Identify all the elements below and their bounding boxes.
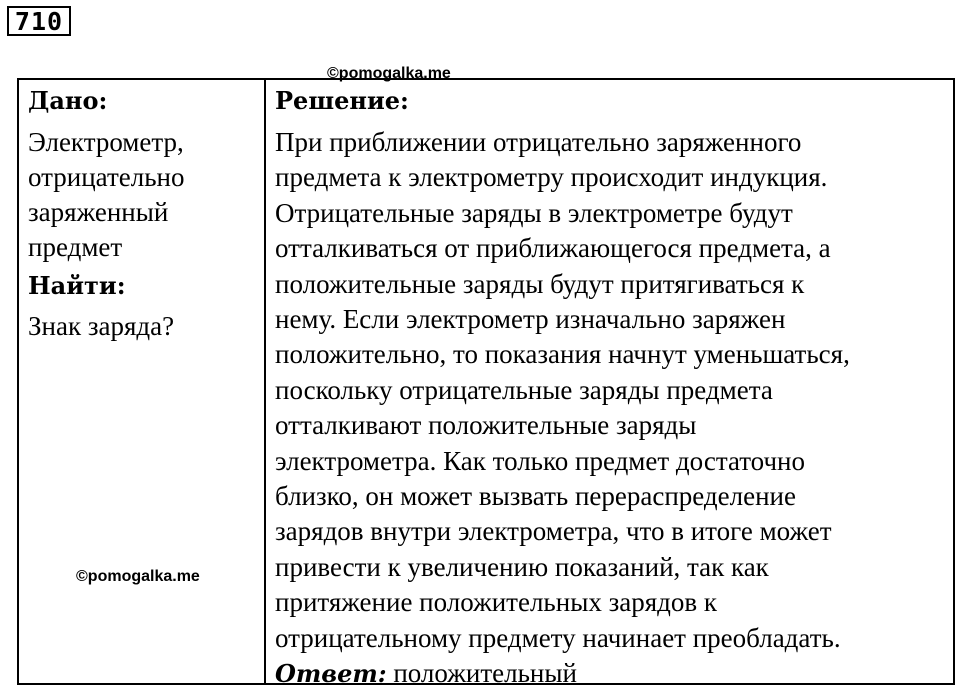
solution-line: отталкиваться от приближающегося предмета, а (275, 233, 831, 264)
given-line: Электрометр, (28, 127, 184, 157)
solution-line: Отрицательные заряды в электрометре будут (275, 197, 793, 228)
given-column (28, 84, 258, 344)
solution-column (275, 84, 951, 692)
answer-line (275, 656, 951, 691)
column-divider (264, 80, 266, 683)
solution-table (17, 78, 955, 689)
solution-line: нему. Если электрометр изначально заряжен (275, 304, 786, 335)
solution-text (275, 125, 951, 692)
given-line: предмет (28, 232, 123, 262)
given-line: отрицательно (28, 162, 185, 192)
solution-line: притяжение положительных зарядов к (275, 587, 718, 618)
solution-line: При приближении отрицательно заряженного (275, 127, 802, 157)
watermark-top: ©pomogalka.me (327, 65, 451, 82)
given-line: заряженный (28, 197, 169, 227)
watermark-bottom: ©pomogalka.me (76, 568, 200, 585)
problem-number: 710 (7, 6, 71, 36)
solution-line: привести к увеличению показаний, так как (275, 551, 769, 582)
solution-line: предмета к электрометру происходит индукция. (275, 162, 828, 193)
given-text (28, 125, 258, 265)
solution-line: отрицательному предмету начинает преобладать. (275, 622, 841, 653)
answer-value: положительный (393, 658, 577, 689)
solution-line: электрометра. Как только предмет достаточно (275, 445, 806, 476)
answer-label: Ответ: (275, 659, 387, 689)
find-heading: Найти: (28, 271, 126, 300)
solution-heading: Решение: (275, 86, 409, 115)
solution-line: отталкивают положительные заряды (275, 410, 697, 441)
solution-line: поскольку отрицательные заряды предмета (275, 374, 773, 405)
solution-line: положительно, то показания начнут уменьшаться, (275, 339, 850, 370)
find-text: Знак заряда? (28, 311, 175, 341)
given-heading: Дано: (28, 86, 108, 115)
solution-line: зарядов внутри электрометра, что в итоге может (275, 516, 832, 547)
solution-line: положительные заряды будут притягиваться к (275, 268, 805, 299)
solution-line: близко, он может вызвать перераспределение (275, 481, 796, 512)
